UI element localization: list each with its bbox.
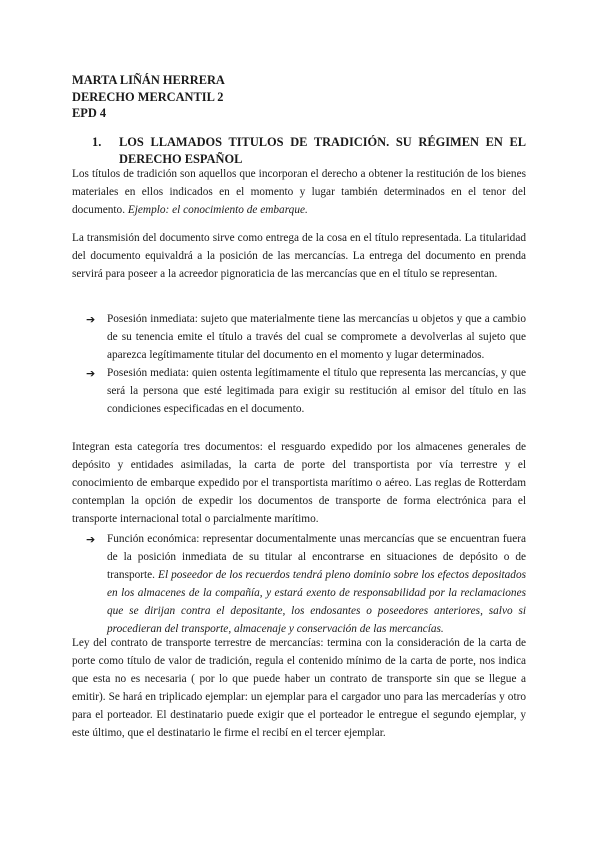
- paragraph-definition-text: Los títulos de tradición son aquellos que incorporan el derecho a obtener la restitución de los bienes materiales en ellos indicados en el momento y lugar también determinados en el tenor del documento.: [72, 168, 526, 216]
- list-item: [86, 365, 526, 419]
- list-item: [86, 531, 526, 638]
- possession-list: [86, 311, 526, 418]
- arrow-right-icon: ➔: [86, 533, 96, 546]
- list-item-text: Posesión mediata: quien ostenta legítimamente el título que representa las mercancías, y que será la persona que esté legitimada para exigir su restitución al emisor del título en las condiciones especificadas en el documento.: [107, 366, 526, 415]
- paragraph-definition: [72, 166, 526, 220]
- paragraph-transport-law: Ley del contrato de transporte terrestre de mercancías: termina con la consideración de la carta de porte como título de valor de tradición, regula el contenido mínimo de la carta de porte, nos indica que esta no es necesaria ( por lo que puede haber un contrato de transporte sin que se llegue a emitir). Se hará en triplicado ejemplar: un ejemplar para el cargador uno para las mercaderías y otro para el porteador. El destinatario puede exigir que el porteador le entregue el segundo ejemplar, y este último, que el destinatario le firme el recibí en el tercer ejemplar.: [72, 637, 526, 739]
- section-title: LOS LLAMADOS TITULOS DE TRADICIÓN. SU RÉGIMEN EN EL DERECHO ESPAÑOL: [119, 135, 526, 166]
- paragraph-documents: Integran esta categoría tres documentos: el resguardo expedido por los almacenes generales de depósito y entidades asimiladas, la carta de porte del transportista por vía terrestre y el conocimiento de embarque expedido por el transportista marítimo o aéreo. Las reglas de Rotterdam contemplan la opción de expedir los documentos de transporte de forma electrónica para el transporte internacional total o parcialmente marítimo.: [72, 441, 526, 525]
- document-header: [72, 72, 225, 122]
- section-heading: [92, 134, 526, 167]
- list-item: [86, 311, 526, 365]
- paragraph-definition-example: Ejemplo: el conocimiento de embarque.: [127, 203, 308, 216]
- author-name: MARTA LIÑÁN HERRERA: [72, 73, 225, 87]
- arrow-right-icon: ➔: [86, 366, 96, 380]
- function-list: [86, 531, 526, 638]
- section-number: 1.: [92, 135, 102, 149]
- list-item-text: Función económica: representar documentalmente unas mercancías que se encuentran fuera de la posición inmediata de su titular al encontrarse en situaciones de depósito o de transporte.: [107, 533, 526, 581]
- list-item-quote: El poseedor de los recuerdos tendrá pleno dominio sobre los efectos depositados en los almacenes de la compañía, y estará exento de responsabilidad por la reclamaciones que se dirijan contra el depositante, los endosantes o poseedores anteriores, salvo si procedieran del transporte, almacenaje y conservación de las mercancías.: [107, 568, 526, 635]
- paragraph-transmission: La transmisión del documento sirve como entrega de la cosa en el título representada. La titularidad del documento equivaldrá a la posición de las mercancías. La entrega del documento en prenda servirá para poseer a la acreedor pignoraticia de las mercancías que en el título se representan.: [72, 232, 526, 280]
- subject-name: DERECHO MERCANTIL 2: [72, 89, 224, 104]
- list-item-text: Posesión inmediata: sujeto que materialmente tiene las mercancías u objetos y que a cambio de su tenencia emite el título a través del cual se compromete a devolverlas al sujeto que aparezca legítimamente titular del documento en el momento y lugar determinados.: [107, 313, 526, 361]
- arrow-right-icon: ➔: [86, 313, 96, 326]
- task-name: EPD 4: [72, 106, 107, 120]
